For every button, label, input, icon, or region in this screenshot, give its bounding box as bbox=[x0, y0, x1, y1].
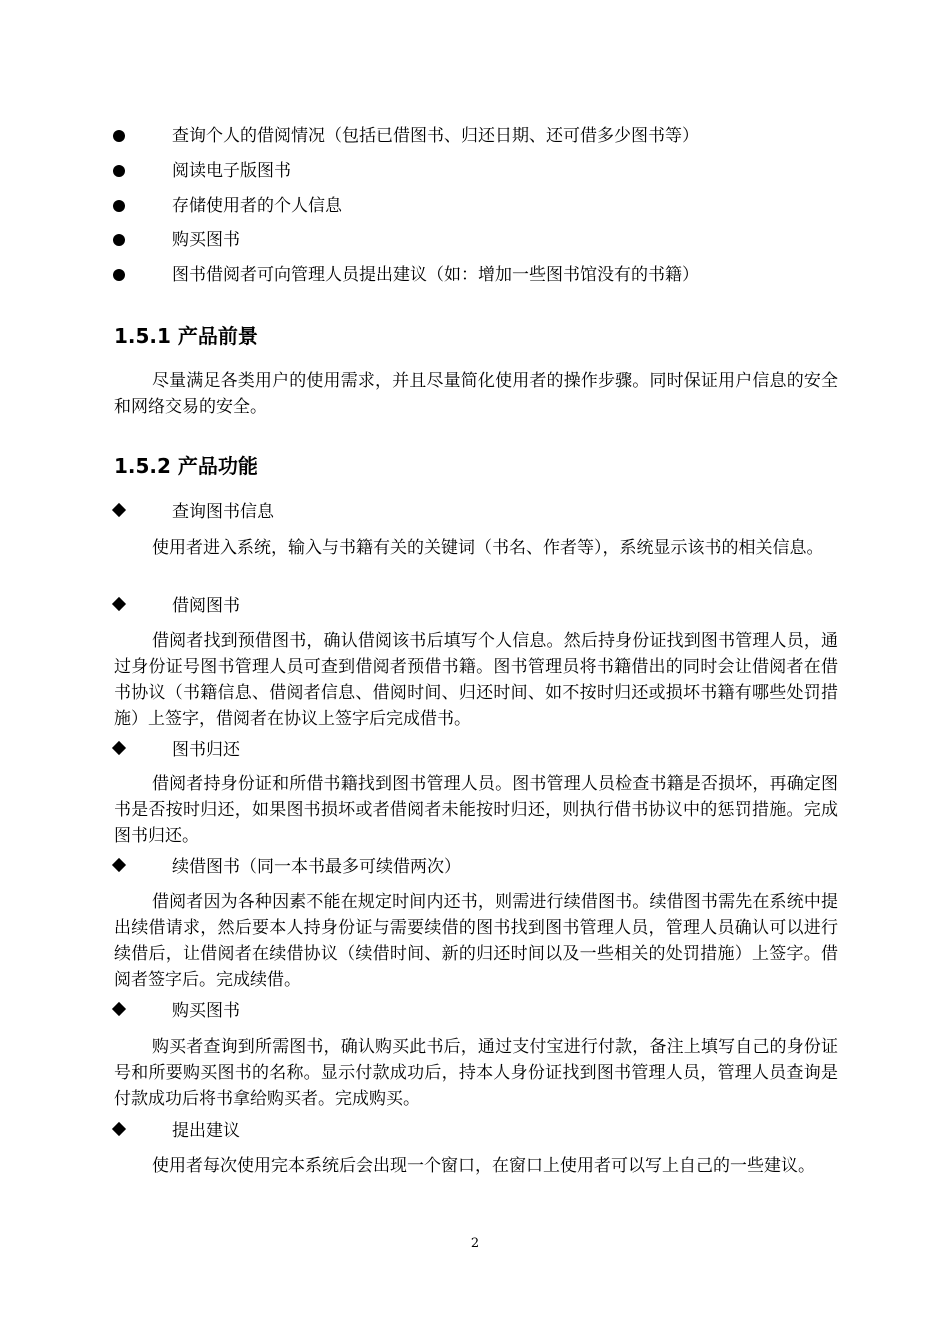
feature-title: 提出建议 bbox=[172, 1121, 240, 1141]
bullet-dot-icon bbox=[113, 130, 125, 142]
feature-description: 借阅者因为各种因素不能在规定时间内还书，则需进行续借图书。续借图书需先在系统中提出续借请求，然后要本人持身份证与需要续借的图书找到图书管理人员，管理人员确认可以进行续借后，让借阅者在续借协议（续借时间、新的归还时间以及一些相关的处罚措施）上签字。借阅者签字后。完成续借。 bbox=[114, 892, 838, 990]
diamond-bullet-icon bbox=[112, 858, 126, 872]
diamond-bullet-icon bbox=[112, 597, 126, 611]
diamond-bullet-icon bbox=[112, 741, 126, 755]
section-heading: 1.5.1 产品前景 bbox=[114, 324, 258, 348]
feature-description: 借阅者找到预借图书，确认借阅该书后填写个人信息。然后持身份证找到图书管理人员，通过身份证号图书管理人员可查到借阅者预借书籍。图书管理员将书籍借出的同时会让借阅者在借书协议（书籍信息、借阅者信息、借阅时间、归还时间、如不按时归还或损坏书籍有哪些处罚措施）上签字，借阅者在协议上签字后完成借书。 bbox=[114, 631, 838, 729]
feature-title: 购买图书 bbox=[172, 1001, 240, 1021]
feature-description: 借阅者持身份证和所借书籍找到图书管理人员。图书管理人员检查书籍是否损坏，再确定图书是否按时归还，如果图书损坏或者借阅者未能按时归还，则执行借书协议中的惩罚措施。完成图书归还。 bbox=[114, 774, 838, 846]
feature-title: 查询图书信息 bbox=[172, 502, 274, 522]
bullet-text: 存储使用者的个人信息 bbox=[172, 196, 342, 216]
feature-description: 使用者进入系统，输入与书籍有关的关键词（书名、作者等），系统显示该书的相关信息。 bbox=[152, 538, 824, 558]
feature-title: 续借图书（同一本书最多可续借两次） bbox=[172, 857, 461, 877]
bullet-dot-icon bbox=[113, 200, 125, 212]
feature-title: 借阅图书 bbox=[172, 596, 240, 616]
bullet-dot-icon bbox=[113, 165, 125, 177]
section-heading: 1.5.2 产品功能 bbox=[114, 454, 258, 478]
diamond-bullet-icon bbox=[112, 1002, 126, 1016]
bullet-text: 查询个人的借阅情况（包括已借图书、归还日期、还可借多少图书等） bbox=[172, 126, 699, 146]
feature-title: 图书归还 bbox=[172, 740, 240, 760]
bullet-dot-icon bbox=[113, 234, 125, 246]
feature-description: 使用者每次使用完本系统后会出现一个窗口，在窗口上使用者可以写上自己的一些建议。 bbox=[152, 1156, 815, 1176]
bullet-text: 阅读电子版图书 bbox=[172, 161, 291, 181]
diamond-bullet-icon bbox=[112, 503, 126, 517]
bullet-text: 图书借阅者可向管理人员提出建议（如：增加一些图书馆没有的书籍） bbox=[172, 265, 699, 285]
page-number: 2 bbox=[470, 1236, 480, 1251]
bullet-text: 购买图书 bbox=[172, 230, 240, 250]
feature-description: 购买者查询到所需图书，确认购买此书后，通过支付宝进行付款，备注上填写自己的身份证号和所要购买图书的名称。显示付款成功后，持本人身份证找到图书管理人员，管理人员查询是付款成功后将书拿给购买者。完成购买。 bbox=[114, 1037, 838, 1109]
body-paragraph: 尽量满足各类用户的使用需求，并且尽量简化使用者的操作步骤。同时保证用户信息的安全和网络交易的安全。 bbox=[114, 371, 838, 417]
diamond-bullet-icon bbox=[112, 1122, 126, 1136]
bullet-dot-icon bbox=[113, 269, 125, 281]
